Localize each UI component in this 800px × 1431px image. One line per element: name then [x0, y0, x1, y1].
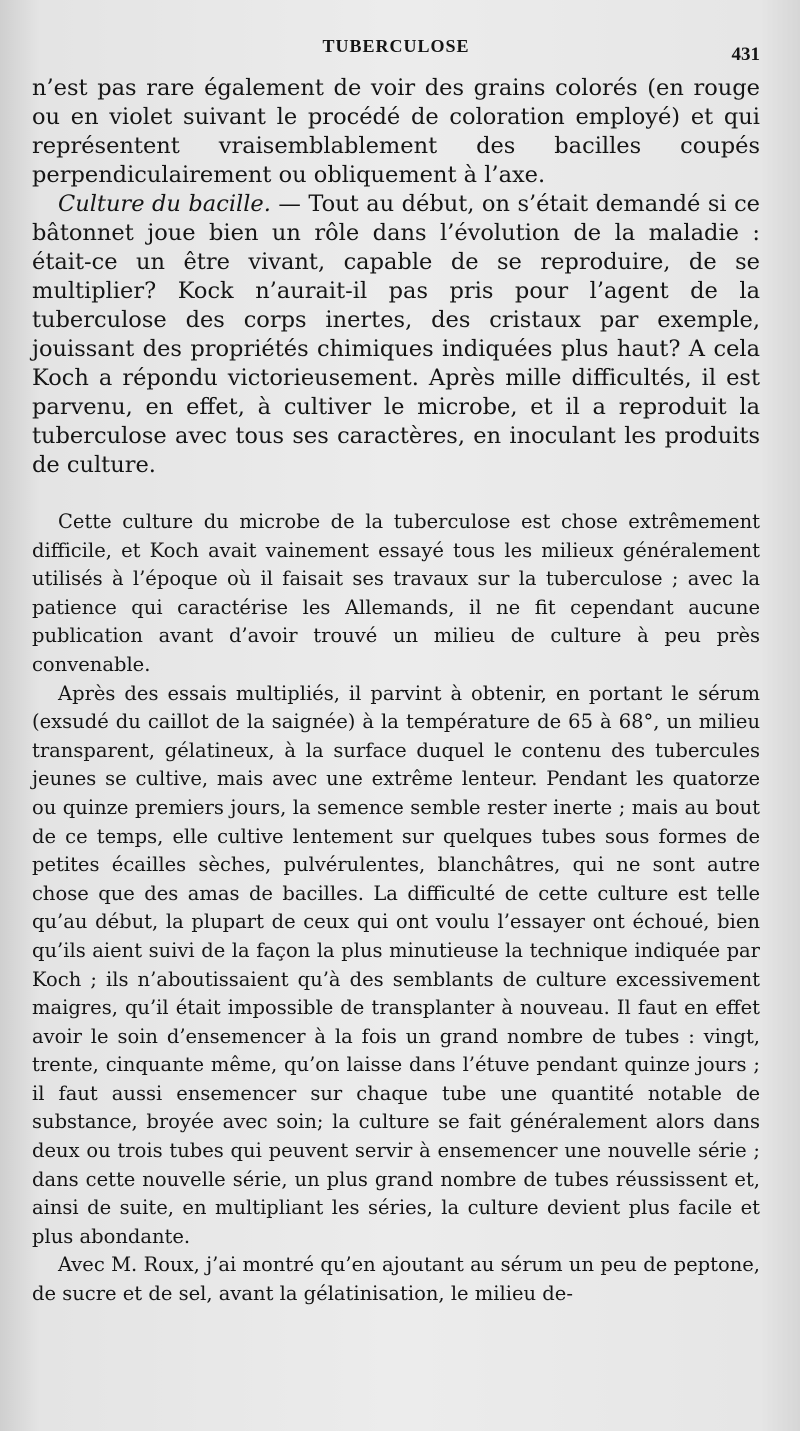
running-head	[32, 30, 760, 74]
lower-text-block	[32, 508, 760, 1309]
paragraph-culture-du-bacille	[32, 190, 760, 480]
running-title: TUBERCULOSE	[322, 36, 470, 56]
page-number: 431	[731, 44, 760, 65]
upper-text-block	[32, 74, 760, 480]
paragraph-culture-text: — Tout au début, on s’était demandé si ce bâtonnet joue bien un rôle dans l’évolution de la maladie : était-ce un être vivant, capable de se reproduire, de se multiplier? Kock n’aurait-il pas pris pour l’agent de la tuberculose des corps inertes, des cristaux par exemple, jouissant des propriétés chimiques indiquées plus haut? A cela Koch a répondu victorieusement. Après mille difficultés, il est parvenu, en effet, à cultiver le microbe, et il a reproduit la tuberculose avec tous ses caractères, en inoculant les produits de culture.	[32, 191, 760, 478]
paragraph-avec-m-roux: Avec M. Roux, j’ai montré qu’en ajoutant au sérum un peu de peptone, de sucre et de sel, avant la gélatinisation, le milieu de-	[32, 1253, 760, 1306]
paragraph-continuation: n’est pas rare également de voir des grains colorés (en rouge ou en violet suivant le procédé de coloration employé) et qui représentent vraisemblablement des bacilles coupés perpendiculairement ou obliquement à l’axe.	[32, 75, 760, 188]
section-heading-culture-du-bacille: Culture du bacille.	[58, 191, 271, 217]
paragraph-essais-multiplies: Après des essais multipliés, il parvint à obtenir, en portant le sérum (exsudé du caillot de la saignée) à la température de 65 à 68°, un milieu transparent, gélatineux, à la surface duquel le contenu des tubercules jeunes se cultive, mais avec une extrême lenteur. Pendant les quatorze ou quinze premiers jours, la semence semble rester inerte ; mais au bout de ce temps, elle cultive lentement sur quelques tubes sous formes de petites écailles sèches, pulvérulentes, blanchâtres, qui ne sont autre chose que des amas de bacilles. La difficulté de cette culture est telle qu’au début, la plupart de ceux qui ont voulu l’essayer ont échoué, bien qu’ils aient suivi de la façon la plus minutieuse la technique indiquée par Koch ; ils n’aboutissaient qu’à des semblants de culture excessivement maigres, qu’il était impossible de transplanter à nouveau. Il faut en effet avoir le soin d’ensemencer à la fois un grand nombre de tubes : vingt, trente, cinquante même, qu’on laisse dans l’étuve pendant quinze jours ; il faut aussi ensemencer sur chaque tube une quantité notable de substance, broyée avec soin; la culture se fait généralement alors dans deux ou trois tubes qui peuvent servir à ensemencer une nouvelle série ; dans cette nouvelle série, un plus grand nombre de tubes réussissent et, ainsi de suite, en multipliant les séries, la culture devient plus facile et plus abondante.	[32, 681, 760, 1248]
paragraph-culture-difficile: Cette culture du microbe de la tuberculose est chose extrêmement difficile, et Koch avait vainement essayé tous les milieux généralement utilisés à l’époque où il faisait ses travaux sur la tuberculose ; avec la patience qui caractérise les Allemands, il ne fit cependant aucune publication avant d’avoir trouvé un milieu de culture à peu près convenable.	[32, 510, 760, 676]
